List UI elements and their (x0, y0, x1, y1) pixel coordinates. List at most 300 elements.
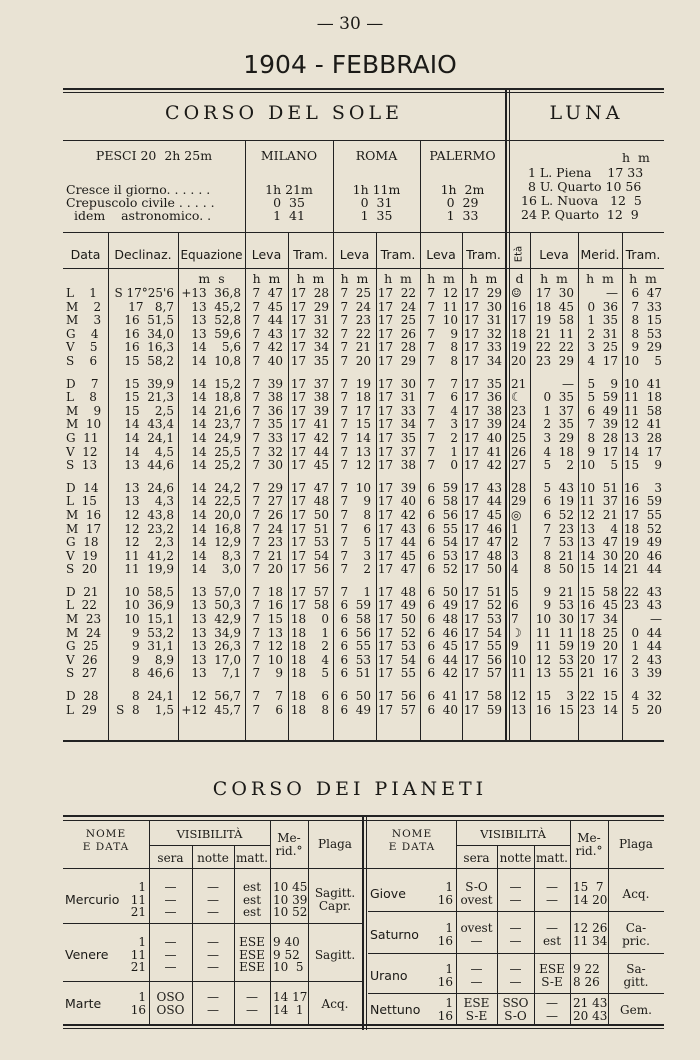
table-cell: 17 58 (290, 598, 329, 613)
right-header-notte: notte (499, 851, 532, 865)
table-cell: 6 47 (631, 286, 662, 300)
table-cell: 10 15,1 (124, 612, 174, 627)
table-cell: 8 50 (543, 562, 574, 577)
table-cell: 4 17 (587, 353, 618, 368)
table-cell: 13 26,3 (191, 639, 241, 654)
left-planet-sera: — — — (164, 935, 177, 975)
table-cell: 7 40 (252, 353, 283, 368)
table-cell: G 25 (66, 639, 99, 654)
table-cell: 2 (511, 535, 519, 550)
table-cell: 6 50 (427, 584, 458, 599)
table-cell: 17 30 (463, 299, 502, 314)
right-planet-notte: — — (509, 880, 522, 907)
left-header-subrule (149, 845, 270, 846)
right-header-meridian: Me- rid.° (575, 831, 603, 858)
table-cell: 10 30 (535, 612, 574, 627)
table-cell: 7 7 (427, 376, 458, 391)
table-cell: 12 2,3 (124, 535, 174, 550)
unit-eq: m s (198, 271, 225, 286)
left-header-meridian: Me- rid.° (275, 831, 303, 858)
table-cell: — (650, 612, 662, 627)
right-planet-sera: ovest — (460, 921, 493, 948)
table-cell: 24 (511, 417, 527, 432)
table-cell: 17 55 (623, 507, 662, 522)
left-planet-meridian: 9 40 9 52 10 5 (273, 935, 304, 975)
right-header-matt: matt. (536, 851, 568, 865)
table-cell: 17 45 (463, 507, 502, 522)
table-cell: 6 55 (427, 521, 458, 536)
header-declinaz: Declinaz. (114, 247, 172, 262)
table-cell: M 23 (66, 612, 102, 627)
table-cell: 17 47 (377, 562, 416, 577)
table-cell: 7 10 (252, 652, 283, 667)
table-cell: 17 29 (290, 299, 329, 314)
left-planet-plaga: Sagitt. Capr. (314, 886, 356, 913)
table-cell: 15 3 (535, 689, 574, 704)
table-cell: 21 44 (623, 562, 662, 577)
table-cell: 7 2 (427, 430, 458, 445)
right-planet-matt: — — (546, 996, 558, 1023)
table-cell: 18 2 (290, 639, 329, 654)
table-cell: 17 24 (377, 299, 416, 314)
table-cell: 17 41 (290, 417, 329, 432)
table-cell: 14 22,5 (191, 494, 241, 509)
table-cell: 17 48 (377, 584, 416, 599)
header-ro-tram: Tram. (380, 247, 416, 262)
table-cell: V 12 (66, 444, 98, 459)
table-cell: 17 (511, 313, 527, 328)
table-cell: 7 1 (340, 584, 371, 599)
day-length-label-1: Cresce il giorno. . . . . . (66, 182, 211, 197)
table-cell: 7 9 (340, 494, 371, 509)
table-cell: 1 35 (587, 313, 618, 328)
table-cell: 7 39 (587, 417, 618, 432)
table-cell: 7 13 (340, 444, 371, 459)
table-cell: 11 19,9 (124, 562, 174, 577)
table-cell: 17 31 (290, 313, 329, 328)
table-cell: 7 9 (252, 666, 283, 681)
table-cell: 17 39 (290, 403, 329, 418)
table-cell: 9 29 (631, 340, 662, 355)
table-cell: 17 57 (377, 702, 416, 717)
table-cell: 7 5 (340, 535, 371, 550)
table-cell: 17 48 (290, 494, 329, 509)
table-cell: 14 18,8 (191, 390, 241, 405)
table-cell: 17 30 (535, 286, 574, 300)
table-cell: 17 48 (463, 548, 502, 563)
table-cell: 7 43 (252, 326, 283, 341)
day-length-label-2: Crepuscolo civile . . . . . (66, 195, 215, 210)
col-moon-meridian (578, 287, 618, 717)
table-cell: 17 50 (290, 507, 329, 522)
table-cell: 7 29 (252, 480, 283, 495)
table-cell: 17 42 (377, 507, 416, 522)
table-cell: 13 45,2 (191, 299, 241, 314)
right-planet-sera: ESE S-E (463, 996, 490, 1023)
table-cell: 6 56 (340, 625, 371, 640)
right-planet-matt: — — (546, 880, 558, 907)
table-cell: ☺ (511, 286, 522, 300)
table-cell: 16 59 (623, 494, 662, 509)
table-cell: 7 8 (427, 340, 458, 355)
table-cell: 7 15 (340, 417, 371, 432)
table-cell: 18 52 (623, 521, 662, 536)
col-moon-rise (530, 287, 574, 717)
table-cell: 17 47 (290, 480, 329, 495)
left-col-line (270, 820, 271, 1024)
right-header-sera: sera (463, 851, 490, 865)
table-cell: 7 21 (340, 340, 371, 355)
table-cell: 17 35 (377, 430, 416, 445)
table-cell: 15 58,2 (124, 353, 174, 368)
table-cell: 7 42 (252, 340, 283, 355)
left-header-notte: notte (197, 851, 229, 865)
table-cell: 7 10 (340, 480, 371, 495)
table-cell: 25 (511, 430, 527, 445)
table-cell: 13 28 (623, 430, 662, 445)
table-cell: 7 12 (427, 286, 458, 300)
table-cell: 7 6 (340, 521, 371, 536)
table-cell: 0 35 (543, 390, 574, 405)
table-cell: 17 53 (377, 639, 416, 654)
table-cell: L 22 (66, 598, 97, 613)
table-cell: 7 14 (340, 430, 371, 445)
table-cell: 6 56 (427, 507, 458, 522)
table-cell: 17 26 (377, 326, 416, 341)
table-cell: 17 51 (463, 584, 502, 599)
table-cell: 13 52,8 (191, 313, 241, 328)
left-planet-meridian: 14 17 14 1 (273, 990, 308, 1017)
table-cell: 17 51 (290, 521, 329, 536)
sun-section-title: CORSO DEL SOLE (165, 102, 403, 124)
table-cell: 8 21 (543, 548, 574, 563)
table-cell: 21 16 (579, 666, 618, 681)
table-cell: 12 (511, 689, 527, 704)
table-cell: 8 28 (587, 430, 618, 445)
table-cell: 7 18 (340, 390, 371, 405)
table-cell: 17 43 (377, 521, 416, 536)
table-cell: 6 40 (427, 702, 458, 717)
table-cell: 11 59 (535, 639, 574, 654)
table-cell: 18 25 (579, 625, 618, 640)
header-data: Data (70, 247, 101, 262)
table-cell: 7 47 (252, 286, 283, 300)
table-cell: 12 41 (623, 417, 662, 432)
table-cell: 7 10 (427, 313, 458, 328)
table-cell: 6 58 (340, 612, 371, 627)
table-cell: G 4 (66, 326, 99, 341)
right-planet-matt: — est (542, 921, 562, 948)
table-cell: 14 23,7 (191, 417, 241, 432)
header-mi-tram: Tram. (293, 247, 328, 262)
left-header-sera: sera (157, 851, 184, 865)
left-planet-dates: 1 11 21 (130, 880, 146, 920)
milano-astro-twilight: 1 41 (273, 208, 305, 223)
table-cell: 17 54 (463, 625, 502, 640)
table-cell: 17 34 (579, 612, 618, 627)
table-cell: 16 16,3 (124, 340, 174, 355)
col-day (66, 287, 106, 717)
right-header-subrule (456, 845, 570, 846)
table-cell: 18 0 (290, 612, 329, 627)
table-cell: 17 47 (463, 535, 502, 550)
table-cell: 4 (511, 562, 519, 577)
table-cell: 6 53 (340, 652, 371, 667)
table-cell: 7 20 (252, 562, 283, 577)
table-cell: 18 (511, 326, 527, 341)
right-header-name: NOME E DATA (388, 828, 436, 853)
right-row-rule (368, 911, 664, 912)
table-cell: 5 43 (543, 480, 574, 495)
table-cell: 14 12,9 (191, 535, 241, 550)
right-planet-notte: — — (509, 921, 522, 948)
table-cell: M 17 (66, 521, 102, 536)
left-planet-matt: — — (246, 990, 258, 1017)
table-cell: 17 37 (290, 376, 329, 391)
right-planet-meridian: 21 43 20 43 (573, 996, 608, 1023)
left-planet-plaga: Sagitt. (314, 947, 356, 962)
table-cell: 17 46 (463, 521, 502, 536)
table-cell: 6 58 (427, 494, 458, 509)
table-cell: 7 23 (543, 521, 574, 536)
table-cell: 2 35 (543, 417, 574, 432)
sun-table-top-rule (63, 88, 664, 90)
table-cell: 5 20 (631, 702, 662, 717)
planets-divider-outer (362, 815, 364, 1030)
table-cell: 6 49 (340, 702, 371, 717)
table-cell: 7 24 (340, 299, 371, 314)
page-number: — 30 — (316, 14, 384, 34)
table-cell: D 14 (66, 480, 99, 495)
table-cell: S 20 (66, 562, 98, 577)
left-planet-notte: — — (207, 990, 219, 1017)
col-moon-set (622, 287, 662, 717)
table-cell: 13 34,9 (191, 625, 241, 640)
table-cell: 0 44 (631, 625, 662, 640)
table-cell: 9 17 (587, 444, 618, 459)
table-cell: 6 42 (427, 666, 458, 681)
table-cell: 7 53 (543, 535, 574, 550)
header-eta: Età (513, 245, 525, 263)
left-planet-dates: 1 11 21 (130, 935, 146, 975)
table-cell: 7 6 (252, 702, 283, 717)
moon-phase-3: 16 L. Nuova 12 5 (521, 193, 642, 208)
table-cell: M 24 (66, 625, 102, 640)
table-cell: 13 (511, 702, 527, 717)
table-cell: 14 24,1 (124, 430, 174, 445)
col-moon-age (511, 287, 529, 717)
unit-lu-tram: h m (629, 271, 657, 286)
right-planet-meridian: 12 26 11 34 (573, 921, 608, 948)
palermo-astro-twilight: 1 33 (446, 208, 479, 223)
right-planet-dates: 1 16 (437, 996, 453, 1023)
table-cell: 0 36 (587, 299, 618, 314)
table-cell: 9 8,9 (132, 652, 174, 667)
left-planet-name: Marte (65, 995, 102, 1011)
page-title: 1904 - FEBBRAIO (243, 50, 457, 79)
table-cell: 7 36 (252, 403, 283, 418)
table-cell: 17 31 (463, 313, 502, 328)
unit-lu-merid: h m (586, 271, 614, 286)
palermo-day-growth: 1h 2m (440, 182, 485, 197)
table-cell: 6 49 (587, 403, 618, 418)
right-planet-plaga: Sa- gitt. (623, 962, 649, 989)
left-row-rule (63, 981, 362, 982)
table-cell: 15 21,3 (124, 390, 174, 405)
table-cell: 17 39 (463, 417, 502, 432)
table-cell: 16 34,0 (124, 326, 174, 341)
table-cell: 9 53 (543, 598, 574, 613)
table-cell: 17 40 (377, 494, 416, 509)
left-planet-dates: 1 16 (130, 990, 146, 1017)
sun-table-bottom-rule (63, 740, 664, 742)
right-planet-name: Urano (370, 967, 408, 983)
table-cell: — (562, 376, 574, 391)
table-cell: M 16 (66, 507, 102, 522)
table-cell: 17 34 (377, 417, 416, 432)
table-cell: 10 51 (579, 480, 618, 495)
table-cell: 8 46,6 (132, 666, 174, 681)
milano-day-growth: 1h 21m (265, 182, 313, 197)
table-cell: 6 46 (427, 625, 458, 640)
table-cell: 17 42 (463, 458, 502, 473)
table-cell: 17 22 (377, 286, 416, 300)
table-cell: 7 33 (631, 299, 662, 314)
table-cell: 6 41 (427, 689, 458, 704)
table-cell: 17 8,7 (128, 299, 174, 314)
table-cell: 6 52 (543, 507, 574, 522)
right-planet-name: Saturno (370, 926, 419, 942)
table-cell: 12 53 (535, 652, 574, 667)
table-cell: 14 8,3 (191, 548, 241, 563)
table-cell: 17 44 (377, 535, 416, 550)
table-cell: 6 19 (543, 494, 574, 509)
left-header-plaga: Plaga (318, 837, 352, 851)
table-cell: 16 51,5 (124, 313, 174, 328)
table-cell: 27 (511, 458, 527, 473)
table-cell: 7 38 (252, 390, 283, 405)
table-cell: 14 15,2 (191, 376, 241, 391)
table-cell: 7 11 (427, 299, 458, 314)
table-cell: 7 30 (252, 458, 283, 473)
table-cell: 10 5 (623, 353, 662, 368)
right-header-plaga: Plaga (619, 837, 653, 851)
table-cell: L 29 (66, 702, 97, 717)
table-cell: 17 52 (463, 598, 502, 613)
table-cell: 9 21 (543, 584, 574, 599)
table-cell: 17 50 (377, 612, 416, 627)
table-cell: 17 58 (463, 689, 502, 704)
table-cell: 17 33 (377, 403, 416, 418)
table-cell: 6 45 (427, 639, 458, 654)
right-planet-matt: ESE S-E (539, 962, 565, 989)
table-cell: 7 2 (340, 562, 371, 577)
table-cell: S 17°25'6 (114, 286, 174, 300)
table-cell: 11 37 (579, 494, 618, 509)
table-cell: 7 23 (340, 313, 371, 328)
table-cell: 7 3 (427, 417, 458, 432)
table-cell: 17 42 (290, 430, 329, 445)
table-cell: ☾ (511, 390, 522, 405)
left-planet-matt: ESE ESE ESE (239, 935, 265, 975)
table-cell: 17 44 (463, 494, 502, 509)
table-cell: 17 45 (290, 458, 329, 473)
table-cell: 17 34 (463, 353, 502, 368)
table-cell: 20 (511, 353, 527, 368)
table-cell: 17 30 (377, 376, 416, 391)
header-lu-merid: Merid. (580, 247, 620, 262)
left-header-matt: matt. (236, 851, 268, 865)
moon-unit: h m (622, 150, 650, 165)
table-cell: 6 (511, 598, 519, 613)
table-cell: 11 11 (535, 625, 574, 640)
table-cell: 7 35 (252, 417, 283, 432)
table-cell: 7 25 (340, 286, 371, 300)
table-cell: 21 11 (535, 326, 574, 341)
table-cell: 18 45 (535, 299, 574, 314)
roma-day-growth: 1h 11m (352, 182, 401, 197)
table-cell: 7 20 (340, 353, 371, 368)
table-cell: 6 51 (340, 666, 371, 681)
table-cell: S 13 (66, 458, 98, 473)
moon-phase-2: 8 U. Quarto 10 56 (528, 179, 642, 194)
moon-divider-outer (505, 88, 507, 742)
table-cell: 17 38 (290, 390, 329, 405)
table-cell: 17 28 (377, 340, 416, 355)
table-cell: 22 43 (623, 584, 662, 599)
table-cell: 7 12 (252, 639, 283, 654)
table-cell: 7 9 (427, 326, 458, 341)
right-planet-dates: 1 16 (437, 921, 453, 948)
unit-ro-leva: h m (340, 271, 369, 286)
left-planet-sera: — — — (164, 880, 177, 920)
left-planet-matt: est est est (242, 880, 262, 920)
col-declination (108, 287, 174, 717)
table-cell: 9 31,1 (132, 639, 174, 654)
unit-ro-tram: h m (384, 271, 412, 286)
table-cell: ☽ (511, 625, 522, 640)
table-cell: 12 56,7 (191, 689, 241, 704)
table-cell: 7 32 (252, 444, 283, 459)
table-cell: S 27 (66, 666, 98, 681)
table-cell: 3 (511, 548, 519, 563)
table-cell: 7 6 (427, 390, 458, 405)
right-planet-meridian: 15 7 14 20 (573, 880, 608, 907)
table-cell: 7 8 (427, 353, 458, 368)
table-cell: 12 23,2 (124, 521, 174, 536)
table-cell: 7 45 (252, 299, 283, 314)
table-cell: 17 33 (463, 340, 502, 355)
table-cell: 17 56 (377, 689, 416, 704)
table-cell: 23 (511, 403, 527, 418)
col-palermo-rise (420, 287, 458, 717)
table-cell: 1 37 (543, 403, 574, 418)
table-cell: S 6 (66, 353, 98, 368)
table-cell: 17 52 (377, 625, 416, 640)
table-cell: 17 38 (463, 403, 502, 418)
table-cell: 13 59,6 (191, 326, 241, 341)
table-cell: 6 50 (340, 689, 371, 704)
sun-section-rule (63, 140, 664, 141)
table-cell: 2 31 (587, 326, 618, 341)
right-row-rule (368, 953, 664, 954)
table-cell: L 1 (66, 286, 97, 300)
table-cell: 17 35 (463, 376, 502, 391)
unit-lu-leva: h m (540, 271, 568, 286)
table-cell: 17 38 (377, 458, 416, 473)
right-planet-plaga: Gem. (620, 1002, 652, 1017)
table-cell: 17 29 (377, 353, 416, 368)
